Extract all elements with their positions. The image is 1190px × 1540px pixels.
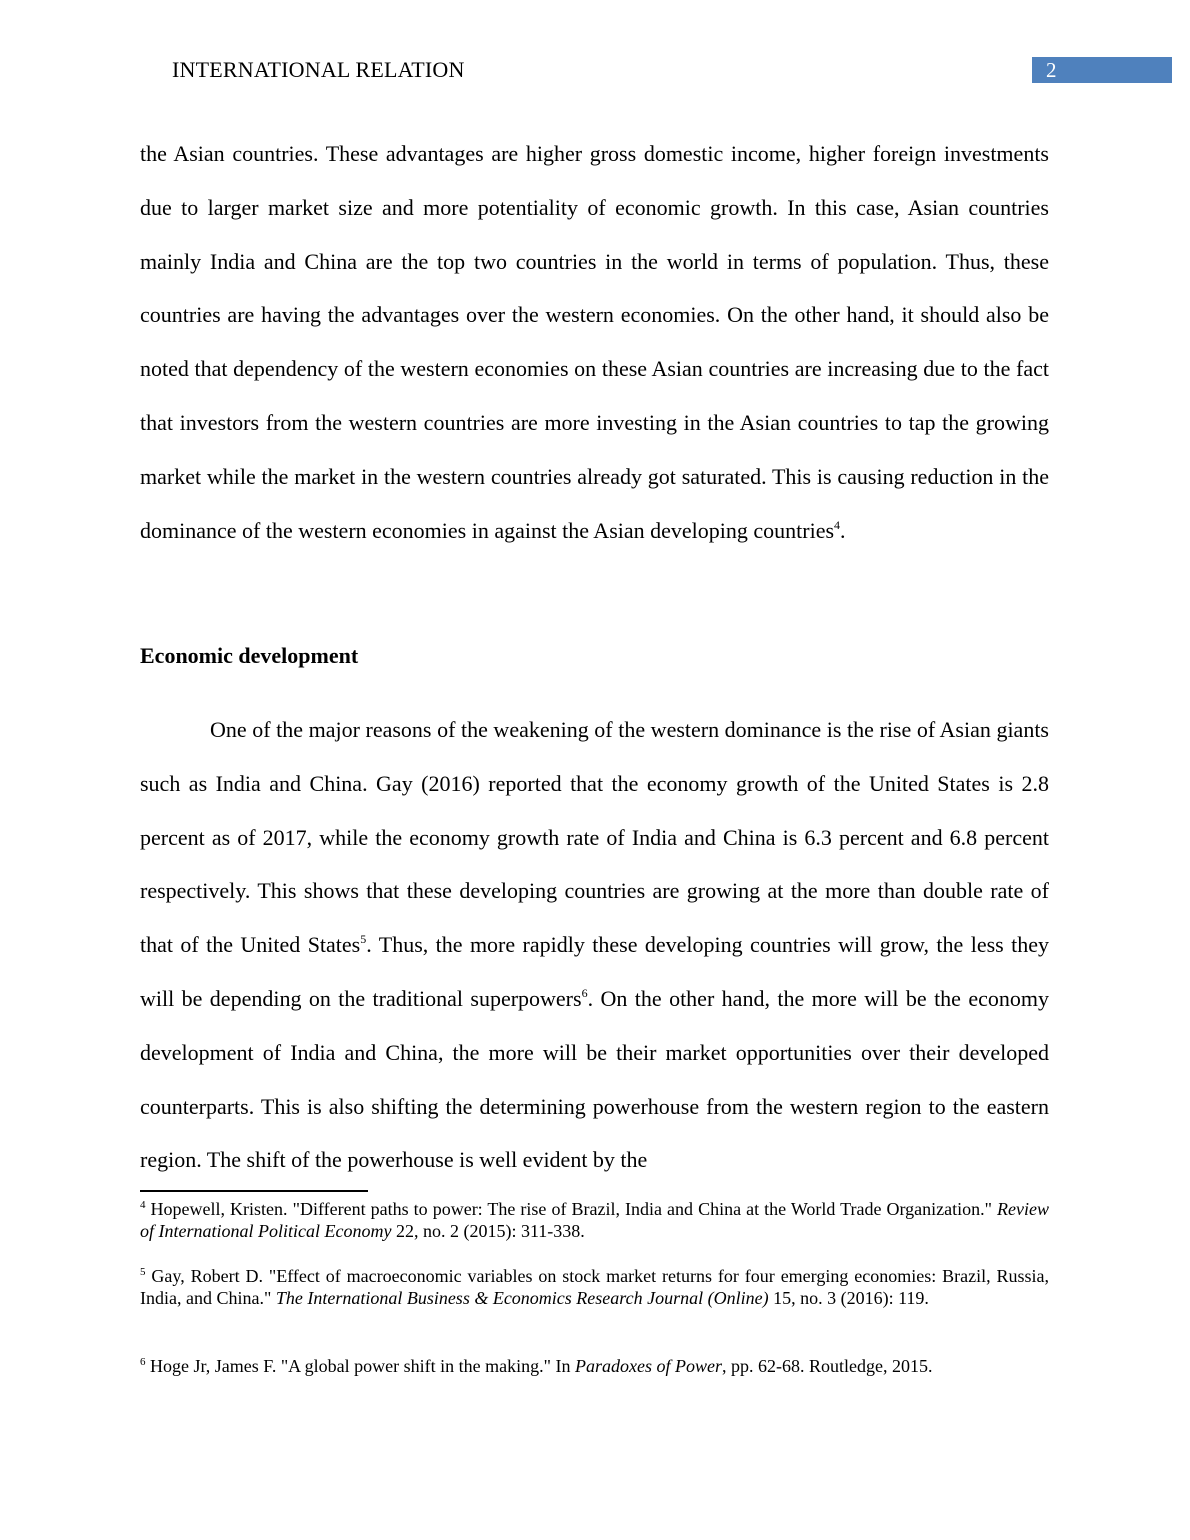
footnote-ref-4[interactable]: 4 — [834, 517, 841, 532]
footnote-text: Hopewell, Kristen. "Different paths to power: The rise of Brazil, India and China at the World Trade Organization." — [145, 1199, 998, 1219]
footnote-source-title: The International Business & Economics Research Journal (Online) — [275, 1288, 769, 1308]
paragraph-text-part-3: . On the other hand, the more will be the economy development of India and China, the more will be their market opportunities over their developed counterparts. This is also shifting the determining powerhouse from the western region to the eastern region. The shift of the powerhouse is well evident by the — [140, 985, 1049, 1173]
footnote-ref-5[interactable]: 5 — [360, 932, 367, 947]
footnote-number: 5 — [140, 1266, 146, 1278]
footnote-number: 4 — [140, 1199, 146, 1211]
footnote-source-title: Paradoxes of Power — [574, 1356, 722, 1376]
footnote-4 — [140, 1198, 1049, 1242]
page-number-box — [1032, 57, 1172, 83]
footnote-text: Hoge Jr, James F. "A global power shift in the making." In — [145, 1356, 575, 1376]
footnote-number: 6 — [140, 1356, 146, 1368]
body-paragraph-1 — [140, 127, 1049, 557]
section-heading: Economic development — [140, 643, 359, 668]
footnote-6 — [140, 1355, 1049, 1377]
footnote-5 — [140, 1265, 1049, 1309]
body-paragraph-2 — [140, 703, 1049, 1187]
footnote-citation-details: 15, no. 3 (2016): 119. — [768, 1288, 929, 1308]
paragraph-end: . — [840, 517, 846, 543]
footnote-citation-details: 22, no. 2 (2015): 311-338. — [391, 1221, 585, 1241]
footnote-text: Gay, Robert D. "Effect of macroeconomic variables on stock market returns for four emerging economies: Brazil, Russia, India, and China." — [140, 1266, 1049, 1308]
paragraph-text-part-2: . Thus, the more rapidly these developing countries will grow, the less they will be depending on the traditional superpowers — [140, 932, 1049, 1011]
footnote-source-title: Review of International Political Economy — [140, 1199, 1049, 1241]
footnote-separator — [140, 1190, 368, 1192]
running-head-title: INTERNATIONAL RELATION — [172, 57, 465, 82]
paragraph-text-part-1: One of the major reasons of the weakening of the western dominance is the rise of Asian giants such as India and China. Gay (2016) reported that the economy growth of the United States is 2.8 percent as of 2017, while the economy growth rate of India and China is 6.3 percent and 6.8 percent respectively. This shows that these developing countries are growing at the more than double rate of that of the United States — [140, 717, 1049, 958]
paragraph-text: the Asian countries. These advantages are higher gross domestic income, higher foreign investments due to larger market size and more potentiality of economic growth. In this case, Asian countries mainly India and China are the top two countries in the world in terms of population. Thus, these countries are having the advantages over the western economies. On the other hand, it should also be noted that dependency of the western economies on these Asian countries are increasing due to the fact that investors from the western countries are more investing in the Asian countries to tap the growing market while the market in the western countries already got saturated. This is causing reduction in the dominance of the western economies in against the Asian developing countries — [140, 141, 1049, 543]
page-number: 2 — [1046, 58, 1057, 82]
footnote-citation-details: , pp. 62-68. Routledge, 2015. — [721, 1356, 933, 1376]
footnote-ref-6[interactable]: 6 — [581, 985, 588, 1000]
